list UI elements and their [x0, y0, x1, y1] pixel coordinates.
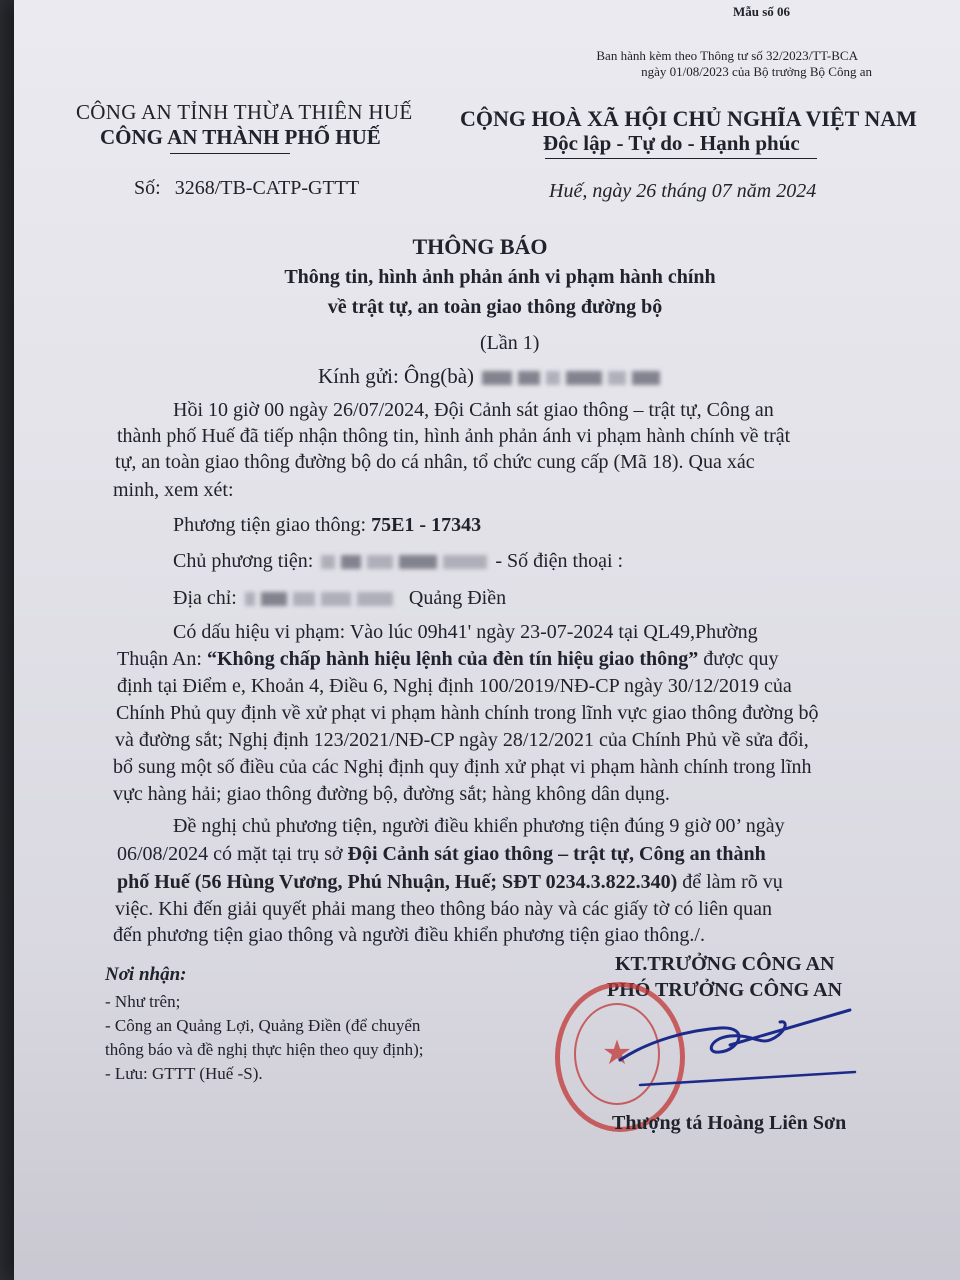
national-motto: Độc lập - Tự do - Hạnh phúc — [543, 131, 800, 155]
redacted-name-part — [632, 371, 660, 385]
redacted-address-part — [357, 592, 393, 606]
paragraph-1-line: minh, xem xét: — [113, 479, 234, 501]
violation-line: và đường sắt; Nghị định 123/2021/NĐ-CP ngày 28/12/2021 của Chính Phủ về sửa đổi, — [115, 729, 809, 751]
violation-line-2 — [117, 648, 779, 671]
notice-subtitle-line-1: Thông tin, hình ảnh phản ánh vi phạm hành chính — [284, 266, 716, 288]
request-line-2 — [117, 843, 766, 866]
violation-line: vực hàng hải; giao thông đường bộ, đường sắt; hàng không dân dụng. — [113, 783, 670, 805]
document-number — [134, 177, 359, 200]
redacted-owner-part — [321, 555, 335, 569]
owner-line — [173, 550, 623, 573]
vehicle-label: Phương tiện giao thông: — [173, 514, 367, 536]
signature-title-1: KT.TRƯỞNG CÔNG AN — [615, 953, 835, 975]
redacted-owner-part — [367, 555, 393, 569]
place-date: Huế, ngày 26 tháng 07 năm 2024 — [549, 180, 817, 202]
violation-line: định tại Điểm e, Khoản 4, Điều 6, Nghị định 100/2019/NĐ-CP ngày 30/12/2019 của — [117, 675, 792, 697]
paragraph-1-line: tự, an toàn giao thông đường bộ do cá nhân, tổ chức cung cấp (Mã 18). Qua xác — [115, 451, 755, 473]
agency-underline — [170, 153, 290, 154]
phone-label: - Số điện thoại : — [495, 550, 624, 572]
recipient-item: - Như trên; — [105, 992, 181, 1011]
violation-line: bổ sung một số điều của các Nghị định quy định xử phạt vi phạm hành chính trong lĩnh — [113, 756, 812, 778]
vehicle-line — [173, 514, 481, 537]
recipient-item: - Lưu: GTTT (Huế -S). — [105, 1064, 263, 1083]
redacted-owner-part — [399, 555, 437, 569]
redacted-name-part — [608, 371, 626, 385]
request-line-5: đến phương tiện giao thông và người điều khiển phương tiện giao thông./. — [113, 924, 705, 946]
request-line-4: việc. Khi đến giải quyết phải mang theo thông báo này và các giấy tờ có liên quan — [115, 898, 773, 920]
owner-label: Chủ phương tiện: — [173, 550, 314, 572]
seal-star-icon: ★ — [601, 1035, 633, 1072]
document-number-label: Số: — [134, 177, 161, 199]
signature-title-2: PHÓ TRƯỞNG CÔNG AN — [607, 979, 843, 1001]
notice-title: THÔNG BÁO — [412, 234, 548, 259]
address-line — [173, 587, 506, 610]
redacted-address-part — [321, 592, 351, 606]
signature-underline — [640, 1072, 855, 1085]
recipient-item: - Công an Quảng Lợi, Quảng Điền (để chuyển — [105, 1016, 421, 1035]
request-line-3-tail: để làm rõ vụ — [677, 871, 783, 893]
agency-name: CÔNG AN THÀNH PHỐ HUẾ — [100, 125, 381, 149]
request-date-text: 06/08/2024 có mặt tại trụ sở — [117, 843, 348, 865]
handwritten-signature — [610, 1000, 860, 1090]
violation-line-2-tail: được quy — [698, 648, 779, 670]
nation-title: CỘNG HOÀ XÃ HỘI CHỦ NGHĨA VIỆT NAM — [460, 106, 917, 131]
redacted-name-part — [518, 371, 540, 385]
redacted-address-part — [261, 592, 287, 606]
notice-subtitle-line-2: về trật tự, an toàn giao thông đường bộ — [327, 296, 663, 318]
paragraph-1-line: Hồi 10 giờ 00 ngày 26/07/2024, Đội Cảnh sát giao thông – trật tự, Công an — [173, 399, 774, 421]
document-number-value: 3268/TB-CATP-GTTT — [174, 177, 360, 199]
form-number: Mẫu số 06 — [732, 4, 790, 19]
request-address: phố Huế (56 Hùng Vương, Phú Nhuận, Huế; SĐT 0234.3.822.340) — [117, 871, 678, 893]
violation-location: Thuận An: — [117, 648, 207, 670]
address-label: Địa chỉ: — [173, 587, 237, 609]
notice-iteration: (Lần 1) — [480, 332, 540, 354]
recipients-title: Nơi nhận: — [105, 964, 187, 985]
address-tail: Quảng Điền — [408, 587, 507, 609]
violation-line: Chính Phủ quy định về xử phạt vi phạm hành chính trong lĩnh vực giao thông đường bộ — [116, 702, 819, 724]
vehicle-plate: 75E1 - 17343 — [371, 514, 482, 536]
form-reference-line-2: ngày 01/08/2023 của Bộ trưởng Bộ Công an — [641, 64, 872, 79]
redacted-owner-part — [443, 555, 487, 569]
redacted-name-part — [566, 371, 602, 385]
request-line-1: Đề nghị chủ phương tiện, người điều khiển phương tiện đúng 9 giờ 00’ ngày — [173, 815, 785, 837]
request-office: Đội Cảnh sát giao thông – trật tự, Công an thành — [347, 843, 766, 865]
signer-name: Thượng tá Hoàng Liên Sơn — [612, 1112, 847, 1134]
motto-underline — [545, 158, 817, 159]
agency-parent: CÔNG AN TỈNH THỪA THIÊN HUẾ — [76, 100, 413, 124]
recipient-item: thông báo và đề nghị thực hiện theo quy định); — [105, 1040, 424, 1059]
redacted-address-part — [293, 592, 315, 606]
redacted-name-part — [482, 371, 512, 385]
redacted-name-part — [546, 371, 560, 385]
redacted-address-part — [245, 592, 255, 606]
signature-stroke — [620, 1010, 850, 1060]
violation-line-1: Có dấu hiệu vi phạm: Vào lúc 09h41' ngày 23-07-2024 tại QL49,Phường — [173, 621, 758, 643]
recipient-label: Kính gửi: Ông(bà) — [318, 364, 475, 388]
recipient-line — [318, 364, 663, 389]
request-line-3 — [117, 871, 783, 894]
form-reference-line-1: Ban hành kèm theo Thông tư số 32/2023/TT-BCA — [596, 48, 858, 63]
redacted-owner-part — [341, 555, 361, 569]
violation-description: “Không chấp hành hiệu lệnh của đèn tín hiệu giao thông” — [207, 648, 699, 670]
paragraph-1-line: thành phố Huế đã tiếp nhận thông tin, hình ảnh phản ánh vi phạm hành chính về trật — [117, 425, 791, 447]
